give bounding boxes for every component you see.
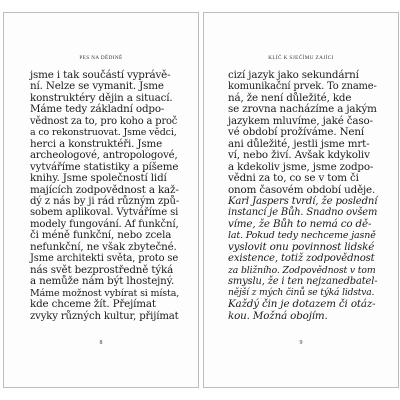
text-line: ná, že není důležité, kde [228, 91, 352, 104]
text-line: komunikační prvek. To zname- [228, 81, 377, 93]
text-line: jsme i tak součástí vyprávě- [30, 69, 171, 81]
left-page-text [30, 70, 178, 322]
text-line: vytváříme statistiky a píšeme [30, 160, 179, 173]
text-line: vědnost za to, pro koho a proč [30, 115, 178, 127]
text-line: ani důležité, jestli jsme mrt- [228, 137, 370, 150]
text-line: dý z nás by ji rád různým způ- [30, 195, 180, 207]
text-line: vé období prožíváme. Není [228, 126, 364, 139]
text-line: sobem aplikoval. Vytváříme si [30, 207, 179, 219]
text-line: nás svět bezprostředně týká [30, 263, 174, 276]
left-page-number: 8 [99, 340, 103, 346]
text-line: víme, že Bůh to nemá co dě- [228, 217, 372, 230]
right-page [203, 12, 399, 388]
text-line: Každý čin je dotazem či otáz- [228, 298, 376, 311]
right-running-head: KLÍČ K SJEČÍMU ZAJÍCI [268, 55, 334, 61]
text-line: onom časovém období uděje. [228, 183, 376, 196]
text-line: modely fungování. Af funkční, [30, 218, 179, 230]
text-line: vyslovit onu povinnost lidské [228, 240, 375, 253]
text-line: a co rekonstruovat. Jsme vědci, [30, 127, 177, 139]
text-line: kde chceme žít. Přejímat [30, 298, 156, 311]
text-line: a nemůže nám být lhostejný. [30, 275, 175, 288]
text-line: jazykem mluvíme, jaké časo- [228, 114, 373, 127]
text-line: či méně funkční, nebo zcela [30, 229, 172, 242]
text-line: zvyky různých kultur, přijímat [30, 310, 179, 322]
text-line: instancí je Bůh. Snadno ovšem [228, 207, 378, 219]
text-line: lat. Pokud tedy nechceme jasně [228, 230, 376, 242]
text-line: vědni za to, co se v tom či [228, 172, 359, 185]
left-page [3, 12, 199, 388]
text-line: majících zodpovědnost a kaž- [30, 183, 179, 196]
text-line: kou. Možná obojím. [228, 309, 328, 322]
text-line: ví, nebo živí. Avšak kdykoliv [228, 149, 370, 162]
text-line: archeologové, antropologové, [30, 150, 178, 162]
text-line: Karl Jaspers tvrdí, že poslední [228, 195, 378, 207]
text-line: za bližního. Zodpovědnost v tom [228, 264, 376, 276]
text-line: a kdekoliv jsme, jsme zodpo- [228, 160, 374, 173]
right-page-number: 9 [299, 340, 303, 346]
text-line: herci a konstruktéři. Jsme [30, 137, 163, 150]
text-line: nefunkční, ne však zbytečné. [30, 240, 177, 253]
text-line: se zrovna nacházíme a jakým [228, 103, 377, 116]
text-line: Jsme architekti světa, proto se [30, 253, 179, 265]
text-line: knihy. Jsme společností lidí [30, 172, 167, 185]
text-line: Máme možnost vybírat si místa, [30, 287, 180, 299]
text-line: Máme tedy základní odpo- [30, 103, 165, 116]
right-page-text [228, 70, 376, 322]
text-line: cizí jazyk jako sekundární [228, 69, 359, 81]
text-line: smyslu, že i ten nejzanedbatel- [228, 276, 378, 288]
text-line: existence, totiž zodpovědnost [228, 253, 375, 265]
text-line: nější z mých činů se týká lidstva. [228, 287, 375, 298]
text-line: konstruktéry dějin a situací. [30, 91, 173, 104]
text-line: ní. Nelze se vymanit. Jsme [30, 80, 164, 93]
left-running-head: PES NA DĚDINĚ [79, 55, 123, 61]
